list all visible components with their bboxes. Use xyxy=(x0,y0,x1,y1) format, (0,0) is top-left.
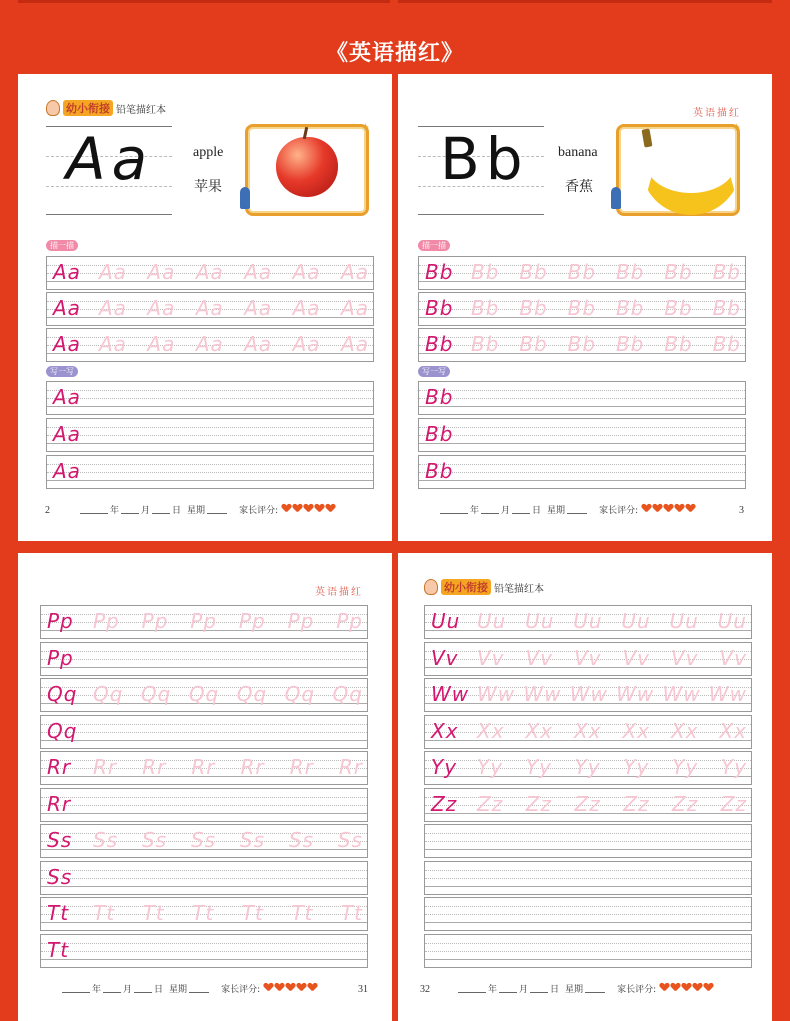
trace-letter: Bb xyxy=(712,295,741,320)
writing-row[interactable] xyxy=(40,824,368,858)
heart-icon[interactable] xyxy=(297,983,306,991)
trace-letter: Vv xyxy=(525,645,554,670)
trace-letter: Uu xyxy=(717,608,747,633)
word-english: banana xyxy=(558,145,598,160)
trace-letter: Aa xyxy=(99,331,127,356)
trace-letter: Aa xyxy=(195,259,224,284)
heart-icon[interactable] xyxy=(315,504,324,512)
writing-row[interactable] xyxy=(40,642,368,676)
trace-letter: Rr xyxy=(289,754,314,779)
writing-row[interactable] xyxy=(424,678,752,712)
apple-picture xyxy=(245,121,370,216)
trace-letter: Xx xyxy=(525,718,554,743)
trace-letter: Tt xyxy=(291,900,314,925)
trace-letter: Aa xyxy=(99,295,127,320)
trace-letter: Pp xyxy=(336,608,363,633)
trace-letters xyxy=(477,754,747,779)
trace-letter: Bb xyxy=(567,295,597,320)
trace-letter: Uu xyxy=(621,608,651,633)
heart-icon[interactable] xyxy=(693,983,702,991)
workbook-page-31 xyxy=(18,553,392,1021)
writing-row[interactable] xyxy=(424,715,752,749)
writing-row[interactable] xyxy=(40,751,368,785)
trace-letter: Yy xyxy=(623,754,650,779)
writing-row[interactable] xyxy=(46,455,374,489)
trace-letters xyxy=(477,645,747,670)
trace-letters xyxy=(93,681,363,706)
row-letter: Ww xyxy=(431,681,470,706)
workbook-page-2 xyxy=(18,74,392,541)
row-letter: Aa xyxy=(53,458,81,483)
trace-letter: Tt xyxy=(142,900,165,925)
trace-letter: Ww xyxy=(616,681,655,706)
trace-letter: Xx xyxy=(477,718,505,743)
heart-icon[interactable] xyxy=(642,504,651,512)
trace-letter: Qq xyxy=(284,681,316,706)
heart-icon[interactable] xyxy=(653,504,662,512)
trace-letter: Pp xyxy=(287,608,315,633)
writing-row[interactable] xyxy=(46,292,374,326)
heart-icon[interactable] xyxy=(286,983,295,991)
row-letter: Aa xyxy=(53,421,81,446)
trace-letter: Bb xyxy=(519,259,548,284)
heart-icon[interactable] xyxy=(264,983,273,991)
trace-letter: Aa xyxy=(244,331,273,356)
brand-label: 铅笔描红本 xyxy=(116,104,166,116)
trace-letter: Yy xyxy=(525,754,552,779)
apple-icon xyxy=(276,137,338,197)
trace-letter: Aa xyxy=(147,331,176,356)
trace-letter: Tt xyxy=(93,900,116,925)
page-title: 《英语描红》 xyxy=(325,41,464,66)
writing-row[interactable] xyxy=(424,934,752,968)
writing-row[interactable] xyxy=(40,934,368,968)
row-letter: Bb xyxy=(425,331,454,356)
writing-row[interactable] xyxy=(40,715,368,749)
trace-letter: Bb xyxy=(567,331,597,356)
trace-letters xyxy=(93,827,363,852)
trace-letter: Vv xyxy=(573,645,602,670)
heart-icon[interactable] xyxy=(682,983,691,991)
trace-letter: Vv xyxy=(719,645,747,670)
trace-letter: Pp xyxy=(93,608,120,633)
trace-letter: Aa xyxy=(341,259,369,284)
row-letter: Ss xyxy=(47,864,73,889)
trace-letter: Qq xyxy=(236,681,268,706)
writing-row[interactable] xyxy=(46,256,374,290)
trace-letter: Bb xyxy=(471,295,500,320)
trace-letter: Rr xyxy=(338,754,363,779)
trace-letter: Xx xyxy=(719,718,747,743)
trace-section-label: 描一描 xyxy=(46,240,78,251)
row-letter: Ss xyxy=(47,827,73,852)
trace-letter: Bb xyxy=(615,259,645,284)
rating-hearts[interactable] xyxy=(658,983,713,994)
trace-letter: Yy xyxy=(720,754,747,779)
row-letter: Aa xyxy=(53,331,81,356)
trace-letter: Bb xyxy=(664,331,693,356)
row-letter: Bb xyxy=(425,384,454,409)
write-section-label: 写一写 xyxy=(46,366,78,377)
trace-letter: Aa xyxy=(195,295,224,320)
heart-icon[interactable] xyxy=(326,504,335,512)
trace-letter: Zz xyxy=(477,791,504,816)
rocket-icon xyxy=(611,187,621,209)
trace-letter: Aa xyxy=(292,259,321,284)
writing-row[interactable] xyxy=(40,605,368,639)
banana-icon xyxy=(641,137,741,215)
trace-letter: Pp xyxy=(190,608,218,633)
writing-row[interactable] xyxy=(424,824,752,858)
trace-letter: Aa xyxy=(341,295,369,320)
trace-letter: Aa xyxy=(147,295,176,320)
trace-letters xyxy=(471,295,741,320)
trace-letters xyxy=(477,791,747,816)
heart-icon[interactable] xyxy=(671,983,680,991)
writing-row[interactable] xyxy=(424,897,752,931)
row-letter: Pp xyxy=(47,645,74,670)
row-letter: Bb xyxy=(425,421,454,446)
trace-letters xyxy=(477,718,747,743)
writing-row[interactable] xyxy=(424,642,752,676)
trace-letter: Bb xyxy=(615,295,645,320)
trace-letter: Bb xyxy=(615,331,645,356)
row-letter: Pp xyxy=(47,608,74,633)
row-letter: Uu xyxy=(431,608,461,633)
trace-letter: Bb xyxy=(471,259,500,284)
trace-letters xyxy=(477,608,747,633)
trace-letter: Ww xyxy=(569,681,608,706)
heart-icon[interactable] xyxy=(282,504,291,512)
writing-row[interactable] xyxy=(40,678,368,712)
trace-letter: Zz xyxy=(672,791,699,816)
star-icon: ✦ xyxy=(731,121,741,134)
star-icon: ✦ xyxy=(360,121,370,134)
row-letter: Qq xyxy=(47,718,78,743)
workbook-page-32 xyxy=(398,553,772,1021)
trace-letter: Pp xyxy=(238,608,266,633)
trace-letter: Bb xyxy=(567,259,597,284)
rating-hearts[interactable] xyxy=(280,504,335,515)
trace-letter: Xx xyxy=(670,718,699,743)
trace-letter: Aa xyxy=(244,295,273,320)
rating-hearts[interactable] xyxy=(640,504,695,515)
trace-letter: Rr xyxy=(142,754,167,779)
brand-logo: 幼小衔接 xyxy=(63,100,113,116)
trace-letter: Aa xyxy=(292,295,321,320)
trace-letters xyxy=(471,331,741,356)
workbook-page-3 xyxy=(398,74,772,541)
brand-label: 铅笔描红本 xyxy=(494,583,544,595)
date-rating-footer: 年 月 日 星期 家长评分: xyxy=(62,982,317,995)
hero-letter: Aa xyxy=(66,125,154,193)
trace-section-label: 描一描 xyxy=(418,240,450,251)
writing-row[interactable] xyxy=(40,788,368,822)
writing-row[interactable] xyxy=(418,455,746,489)
trace-letter: Yy xyxy=(574,754,601,779)
trace-letter: Ww xyxy=(708,681,747,706)
trace-letter: Yy xyxy=(477,754,504,779)
page-number: 31 xyxy=(358,984,368,995)
heart-icon[interactable] xyxy=(660,983,669,991)
trace-letter: Bb xyxy=(664,259,693,284)
brand-logo: 幼小衔接 xyxy=(441,579,491,595)
trace-letter: Qq xyxy=(332,681,363,706)
row-letter: Rr xyxy=(47,791,72,816)
trace-letter: Uu xyxy=(525,608,555,633)
top-strip-left xyxy=(18,0,390,3)
word-english: apple xyxy=(193,145,224,160)
write-section-label: 写一写 xyxy=(418,366,450,377)
trace-letters xyxy=(99,331,369,356)
trace-letter: Qq xyxy=(93,681,124,706)
row-letter: Bb xyxy=(425,295,454,320)
trace-letter: Qq xyxy=(140,681,172,706)
trace-letter: Rr xyxy=(240,754,265,779)
rocket-icon xyxy=(240,187,250,209)
trace-letter: Xx xyxy=(622,718,650,743)
heart-icon[interactable] xyxy=(293,504,302,512)
row-letter: Xx xyxy=(431,718,459,743)
girl-mascot-icon xyxy=(46,100,60,116)
writing-row[interactable] xyxy=(40,861,368,895)
trace-letter: Aa xyxy=(292,331,321,356)
trace-letter: Qq xyxy=(188,681,220,706)
trace-letter: Rr xyxy=(191,754,216,779)
row-letter: Yy xyxy=(431,754,458,779)
date-rating-footer: 年 月 日 星期 家长评分: xyxy=(440,503,695,516)
trace-letters xyxy=(99,259,369,284)
trace-letter: Bb xyxy=(712,259,741,284)
trace-letters xyxy=(93,900,363,925)
trace-letter: Bb xyxy=(664,295,693,320)
trace-letters xyxy=(477,681,747,706)
trace-letter: Ww xyxy=(477,681,516,706)
heart-icon[interactable] xyxy=(686,504,695,512)
trace-letters xyxy=(471,259,741,284)
trace-letter: Zz xyxy=(525,791,552,816)
trace-letter: Vv xyxy=(622,645,650,670)
heart-icon[interactable] xyxy=(308,983,317,991)
trace-letters xyxy=(93,754,363,779)
trace-letter: Yy xyxy=(672,754,699,779)
trace-letter: Ww xyxy=(662,681,701,706)
writing-row[interactable] xyxy=(418,256,746,290)
row-letter: Tt xyxy=(47,900,70,925)
writing-row[interactable] xyxy=(46,381,374,415)
writing-row[interactable] xyxy=(424,788,752,822)
writing-row[interactable] xyxy=(424,861,752,895)
row-letter: Aa xyxy=(53,295,81,320)
trace-letter: Bb xyxy=(471,331,500,356)
trace-letter: Ww xyxy=(523,681,562,706)
writing-row[interactable] xyxy=(418,418,746,452)
row-letter: Tt xyxy=(47,937,70,962)
writing-row[interactable] xyxy=(418,292,746,326)
trace-letter: Vv xyxy=(670,645,699,670)
trace-letter: Pp xyxy=(141,608,169,633)
writing-row[interactable] xyxy=(418,381,746,415)
trace-letter: Bb xyxy=(519,295,548,320)
writing-row[interactable] xyxy=(40,897,368,931)
hero-letter: Bb xyxy=(440,125,529,193)
girl-mascot-icon xyxy=(424,579,438,595)
word-chinese: 苹果 xyxy=(194,179,222,195)
page-number: 2 xyxy=(45,505,50,516)
trace-letter: Bb xyxy=(712,331,741,356)
rating-hearts[interactable] xyxy=(262,983,317,994)
row-letter: Aa xyxy=(53,384,81,409)
trace-letter: Ss xyxy=(190,827,217,852)
trace-letter: Uu xyxy=(573,608,603,633)
page-number: 3 xyxy=(739,505,744,516)
trace-letter: Rr xyxy=(93,754,118,779)
trace-letter: Aa xyxy=(341,331,369,356)
writing-row[interactable] xyxy=(424,751,752,785)
heart-icon[interactable] xyxy=(675,504,684,512)
trace-letter: Aa xyxy=(147,259,176,284)
trace-letter: Ss xyxy=(288,827,314,852)
trace-letter: Zz xyxy=(623,791,650,816)
writing-row[interactable] xyxy=(46,418,374,452)
trace-letter: Tt xyxy=(241,900,264,925)
heart-icon[interactable] xyxy=(304,504,313,512)
trace-letter: Xx xyxy=(573,718,602,743)
trace-letter: Ss xyxy=(141,827,168,852)
trace-letter: Aa xyxy=(195,331,224,356)
top-strip-right xyxy=(398,0,772,3)
row-letter: Aa xyxy=(53,259,81,284)
trace-letter: Tt xyxy=(192,900,215,925)
date-rating-footer: 年 月 日 星期 家长评分: xyxy=(458,982,713,995)
row-letter: Bb xyxy=(425,259,454,284)
section-tag: 英语描红 xyxy=(315,587,363,598)
word-chinese: 香蕉 xyxy=(565,179,593,195)
trace-letter: Ss xyxy=(337,827,363,852)
row-letter: Qq xyxy=(47,681,78,706)
row-letter: Bb xyxy=(425,458,454,483)
trace-letter: Vv xyxy=(477,645,505,670)
trace-letter: Zz xyxy=(720,791,747,816)
brand-header xyxy=(424,579,544,595)
writing-row[interactable] xyxy=(418,328,746,362)
page-number: 32 xyxy=(420,984,430,995)
trace-letter: Aa xyxy=(244,259,273,284)
writing-row[interactable] xyxy=(424,605,752,639)
trace-letter: Ss xyxy=(239,827,266,852)
trace-letter: Uu xyxy=(477,608,507,633)
heart-icon[interactable] xyxy=(704,983,713,991)
row-letter: Rr xyxy=(47,754,72,779)
date-rating-footer: 年 月 日 星期 家长评分: xyxy=(80,503,335,516)
section-tag: 英语描红 xyxy=(693,108,741,119)
trace-letter: Zz xyxy=(574,791,601,816)
banana-picture xyxy=(616,121,741,216)
trace-letter: Tt xyxy=(340,900,363,925)
brand-header xyxy=(46,100,166,116)
row-letter: Vv xyxy=(431,645,459,670)
trace-letters xyxy=(93,608,363,633)
trace-letter: Uu xyxy=(669,608,699,633)
writing-row[interactable] xyxy=(46,328,374,362)
trace-letter: Aa xyxy=(99,259,127,284)
trace-letter: Bb xyxy=(519,331,548,356)
heart-icon[interactable] xyxy=(275,983,284,991)
row-letter: Zz xyxy=(431,791,458,816)
heart-icon[interactable] xyxy=(664,504,673,512)
trace-letters xyxy=(99,295,369,320)
trace-letter: Ss xyxy=(93,827,119,852)
